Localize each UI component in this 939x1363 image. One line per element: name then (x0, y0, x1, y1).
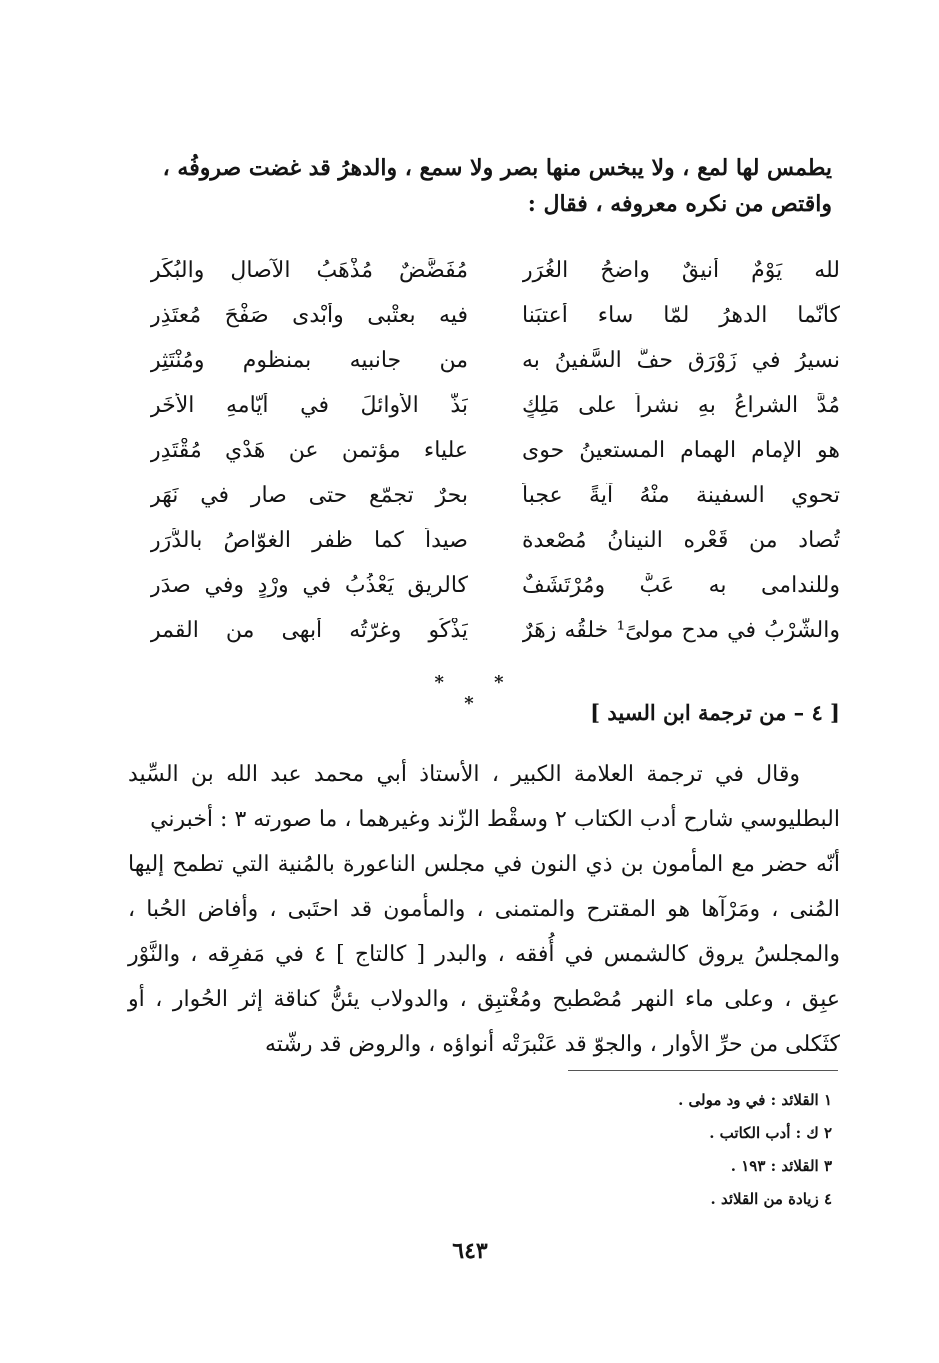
verse (150, 563, 840, 608)
body-paragraph: أنّه حضر مع المأمون بن ذي النون في مجلس الناعورة بالمُنية التي تطمح إليها المُنى ، ومَرْآها هو المقترح والمتمنى ، والمأمون قد احتَبى ، وأفاض الحُبا ، والمجلسُ يروق كالشمس في أُفقه ، والبدر [ كالتاج ] ٤ في مَفرِقه ، والنَّوْر عبِق ، وعلى ماء النهر مُصْطبح ومُغْتبِق ، والدولاب يئنُّ كناقة إثر الحُوار ، أو كثَكلى من حرِّ الأوار ، والجوّ قد عَنْبرَتْه أنواؤه ، والروض قد رشّته (128, 852, 840, 1057)
intro-prose (120, 150, 832, 222)
verse (150, 383, 840, 428)
verse-second-hemistich: من جانبيه بمنظومٍ ومُنْتَثِرِ (150, 348, 468, 373)
verse-second-hemistich: كالريق يَعْذُبُ في وِرْدٍ وفي صدَرِ (150, 573, 468, 598)
verse-first-hemistich: مُدَّ الشراعُ بهِ نشراً على مَلِكٍ (522, 393, 840, 418)
verse (150, 428, 840, 473)
verse-second-hemistich: مُفَضَّضٌ مُذْهَبُ الآصالِ والبُكَرِ (150, 258, 468, 283)
page-number: ٦٤٣ (452, 1238, 488, 1264)
verse-first-hemistich: والشّرْبُ في مدح مولىً¹ خلقُه زهَرٌ (522, 618, 840, 643)
footnote: ٢ ك : أدب الكاتب . (709, 1124, 832, 1142)
verse-second-hemistich: بَذَّ الأوائلَ في أيّامهِ الأُخَرِ (150, 393, 468, 418)
verse-first-hemistich: وللندامى به عَبٌّ ومُرْتَشَفٌ (522, 573, 840, 598)
verse-second-hemistich: صيداً كما ظفر الغوّاصُ بالدُّرَرِ (150, 528, 468, 553)
body-prose (128, 752, 840, 1067)
verse (150, 473, 840, 518)
verse-first-hemistich: هو الإمام الهمام المستعينُ حوى (522, 438, 840, 463)
footnote-divider (568, 1070, 838, 1071)
verse (150, 608, 840, 653)
section-title: [ ٤ – من ترجمة ابن السيد ] (590, 700, 840, 725)
verse-second-hemistich: يَذْكُو وغرّتُه أبهى من القمرِ (150, 618, 468, 643)
footnote: ٤ زيادة من القلائد . (710, 1190, 832, 1208)
verse (150, 338, 840, 383)
verse (150, 518, 840, 563)
intro-line: واقتص من نكره معروفه ، فقال : (527, 191, 832, 217)
verse (150, 293, 840, 338)
verse-second-hemistich: فيه بعتْبى وأبْدى صَفْحَ مُعتَذِرِ (150, 303, 468, 328)
verse-first-hemistich: لله يَوْمٌ أنيقٌ واضحُ الغُرَرِ (522, 258, 840, 283)
verse (150, 248, 840, 293)
verse-first-hemistich: نسيرُ في زَوْرَقٍ حفَّ السَّفينُ به (522, 348, 840, 373)
intro-line: يطمس لها لمع ، ولا يبخس منها بصر ولا سمع ، والدهرُ قد غضت صروفُه ، (162, 155, 832, 181)
section-separator: * * * (434, 672, 526, 714)
verse-second-hemistich: علياء مؤتمن عن هَدْيِ مُقْتَدِرِ (150, 438, 468, 463)
verse-first-hemistich: تُصاد من قَعْرِه النينانُ مُصْعدة (522, 528, 840, 553)
footnotes (480, 1084, 832, 1216)
verse-second-hemistich: بحرٌ تجمّع حتى صار في نَهَرِ (150, 483, 468, 508)
body-paragraph: وقال في ترجمة العلامة الكبير ، الأستاذ أبي محمد عبد الله بن السِّيد البطليوسي شارح أدب الكتاب ٢ وسقْط الزّند وغيرهما ، ما صورته ٣ : أخبرني (128, 762, 840, 832)
footnote: ١ القلائد : في ود مولى . (678, 1091, 832, 1109)
verse-first-hemistich: كأنّما الدهرُ لمّا ساء أعتبَنا (522, 303, 840, 328)
footnote: ٣ القلائد : ١٩٣ . (730, 1157, 832, 1175)
verse-first-hemistich: تحوي السفينة منْهُ آيةً عجباً (522, 483, 840, 508)
poem (150, 248, 840, 653)
